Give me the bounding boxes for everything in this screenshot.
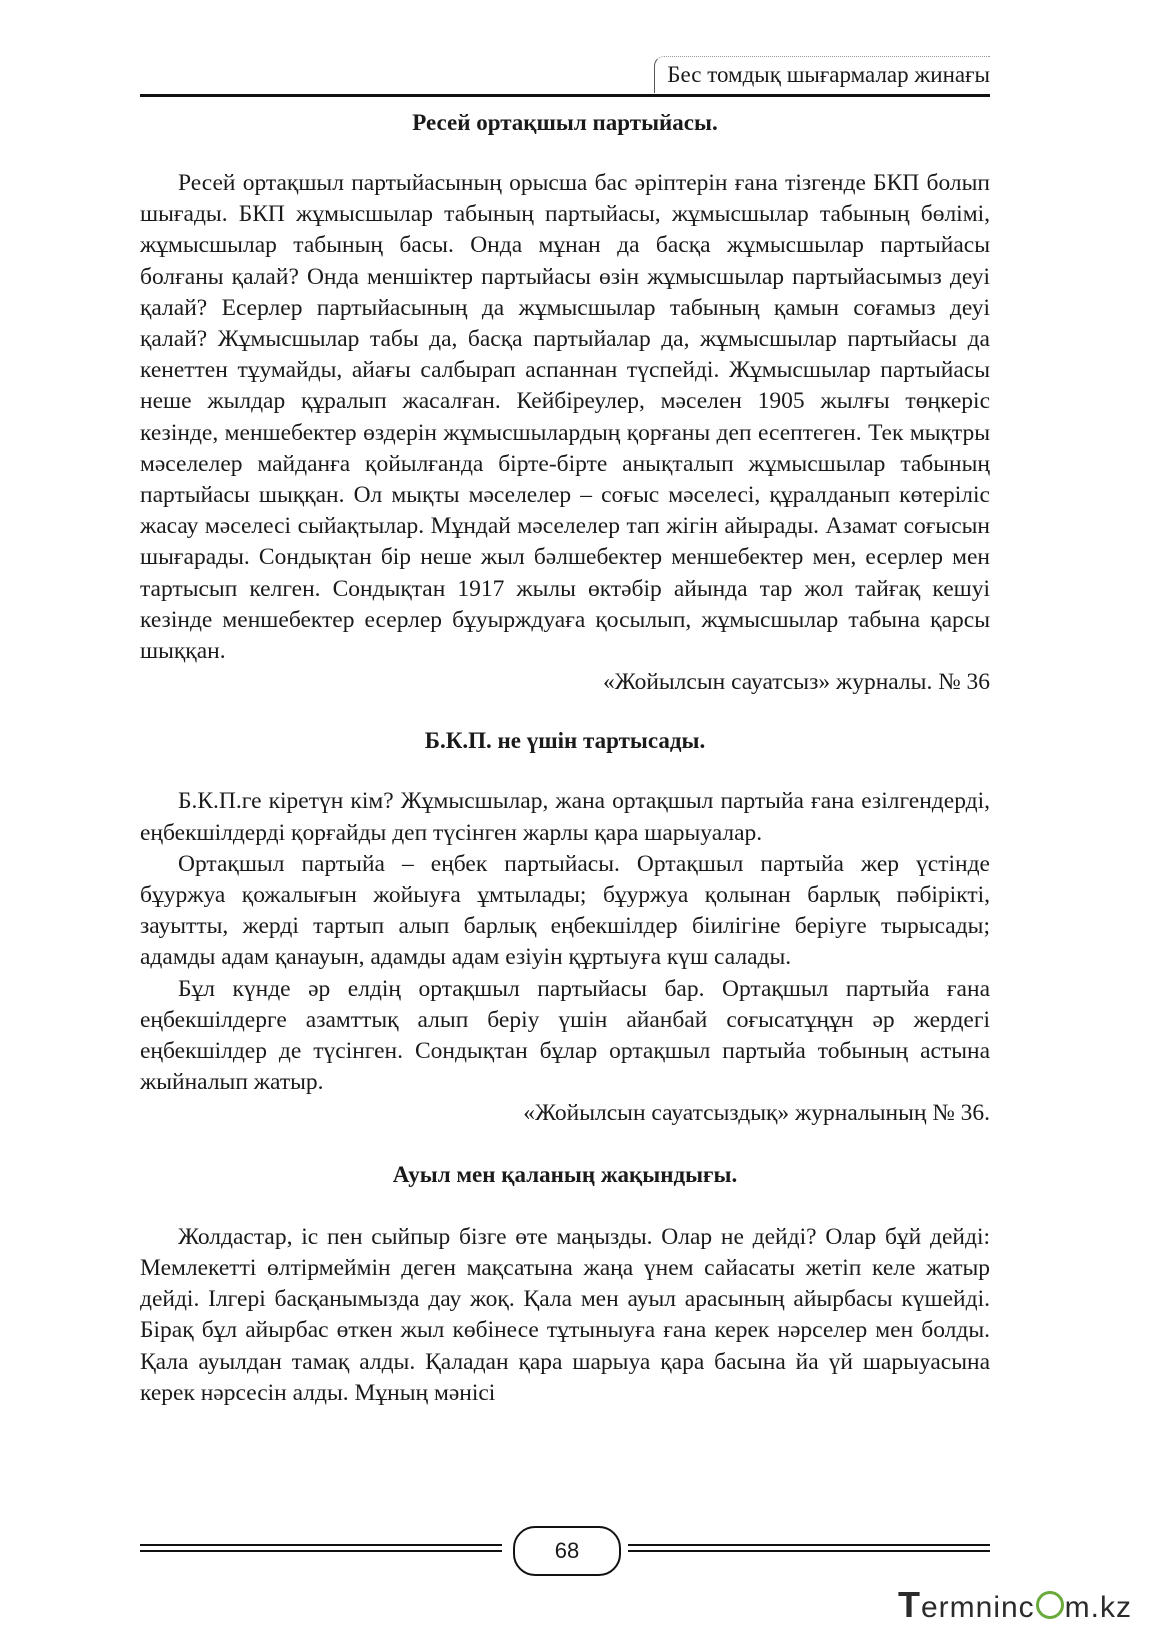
source-citation: «Жойылсын сауатсыздық» журналының № 36. [523, 1100, 990, 1127]
section-bkp-struggle [140, 726, 990, 1129]
termincom-logo [898, 1584, 1132, 1626]
section-village-city [140, 1160, 990, 1409]
source-citation: «Жойылсын сауатсыз» журналы. № 36 [602, 669, 990, 696]
book-title: Бес томдық шығармалар жинағы [654, 56, 990, 93]
page-footer [140, 1526, 990, 1576]
globe-icon [1036, 1591, 1064, 1619]
logo-letter-t: T [897, 1584, 921, 1625]
footer-rule-left-top [140, 1544, 502, 1546]
footer-rule-right-top [628, 1544, 990, 1546]
page-content [140, 100, 990, 1409]
footer-rule-left-bottom [140, 1550, 502, 1552]
paragraph: Ортақшыл партыйа – еңбек партыйасы. Ортақшыл партыйа жер үстінде бұуржуа қожалығын жойыуға ұмтылады; бұуржуа қолынан барлық пәбірікті, зауытты, жерді тартып алып барлық еңбекшілдер біилігіне беріуге тырысады; адамды адам қанауын, адамды адам езіуін құртыуға күш салады. [140, 850, 990, 971]
section-title: Ресей ортақшыл партыйасы. [412, 110, 718, 135]
section-title: Б.К.П. не үшін тартысады. [424, 728, 706, 754]
section-russian-communist-party [140, 108, 990, 698]
logo-text: ermninc [920, 1591, 1035, 1624]
paragraph: Бұл күнде әр елдің ортақшыл партыйасы бар. Ортақшыл партыйа ғана еңбекшілдерге азамттық алып беріу үшін айанбай соғысатұңұн әр жердегі еңбекшілдер де түсінген. Сондықтан бұлар ортақшыл партыйа тобының астына жыйналып жатыр. [140, 975, 990, 1096]
running-header [140, 56, 990, 96]
paragraph: Жолдастар, іс пен сыйпыр бізге өте маңызды. Олар не дейді? Олар бұй дейді: Мемлекетті өлтірмеймін деген мақсатына жаңа үнем сайасаты жетіп келе жатыр дейді. Ілгері басқанымызда дау жоқ. Қала мен ауыл арасының айырбасы күшейді. Бірақ бұл айырбас өткен жыл көбінесе тұтыныуға ғана керек нәрселер мен болды. Қала ауылдан тамақ алды. Қаладан қара шарыуа қара басына йа үй шарыуасына керек нәрсесін алды. Мұның мәнісі [140, 1223, 990, 1406]
section-title: Ауыл мен қаланың жақындығы. [392, 1161, 738, 1187]
paragraph: Б.К.П.ге кіретүн кім? Жұмысшылар, жана ортақшыл партыйа ғана езілгендерді, еңбекшілдерді қорғайды деп түсінген жарлы қара шарыуалар. [140, 788, 990, 846]
page-number: 68 [513, 1526, 621, 1576]
header-rule [140, 94, 990, 97]
footer-rule-right-bottom [628, 1550, 990, 1552]
logo-domain: m.kz [1064, 1591, 1132, 1624]
paragraph: Ресей ортақшыл партыйасының орысша бас әріптерін ғана тізгенде БКП болып шығады. БКП жұмысшылар табының партыйасы, жұмысшылар табының бөлімі, жұмысшылар табының басы. Онда мұнан да басқа жұмысшылар партыйасы болғаны қалай? Онда меншіктер партыйасы өзін жұмысшылар партыйасымыз деуі қалай? Есерлер партыйасының да жұмысшылар табының қамын соғамыз деуі қалай? Жұмысшылар табы да, басқа партыйалар да, жұмысшылар партыйасы да кенеттен тұумайды, айағы салбырап аспаннан түспейді. Жұмысшылар партыйасы неше жылдар құралып жасалған. Кейбіреулер, мәселен 1905 жылғы төңкеріс кезінде, меншебектер өздерін жұмысшылардың қорғаны деп есептеген. Тек мықтры мәселелер майданға қойылғанда бірте-бірте анықталып жұмысшылар табының партыйасы шыққан. Ол мықты мәселелер – соғыс мәселесі, құралданып көтеріліс жасау мәселесі сыйақтылар. Мұндай мәселелер тап жігін айырады. Азамат соғысын шығарады. Сондықтан бір неше жыл бәлшебектер меншебектер мен, есерлер мен тартысып келген. Сондықтан 1917 жылы өктәбір айында тар жол тайғақ кешуі кезінде меншебектер есерлер бұуырждуаға қосылып, жұмысшылар табына қарсы шыққан. [140, 170, 990, 665]
